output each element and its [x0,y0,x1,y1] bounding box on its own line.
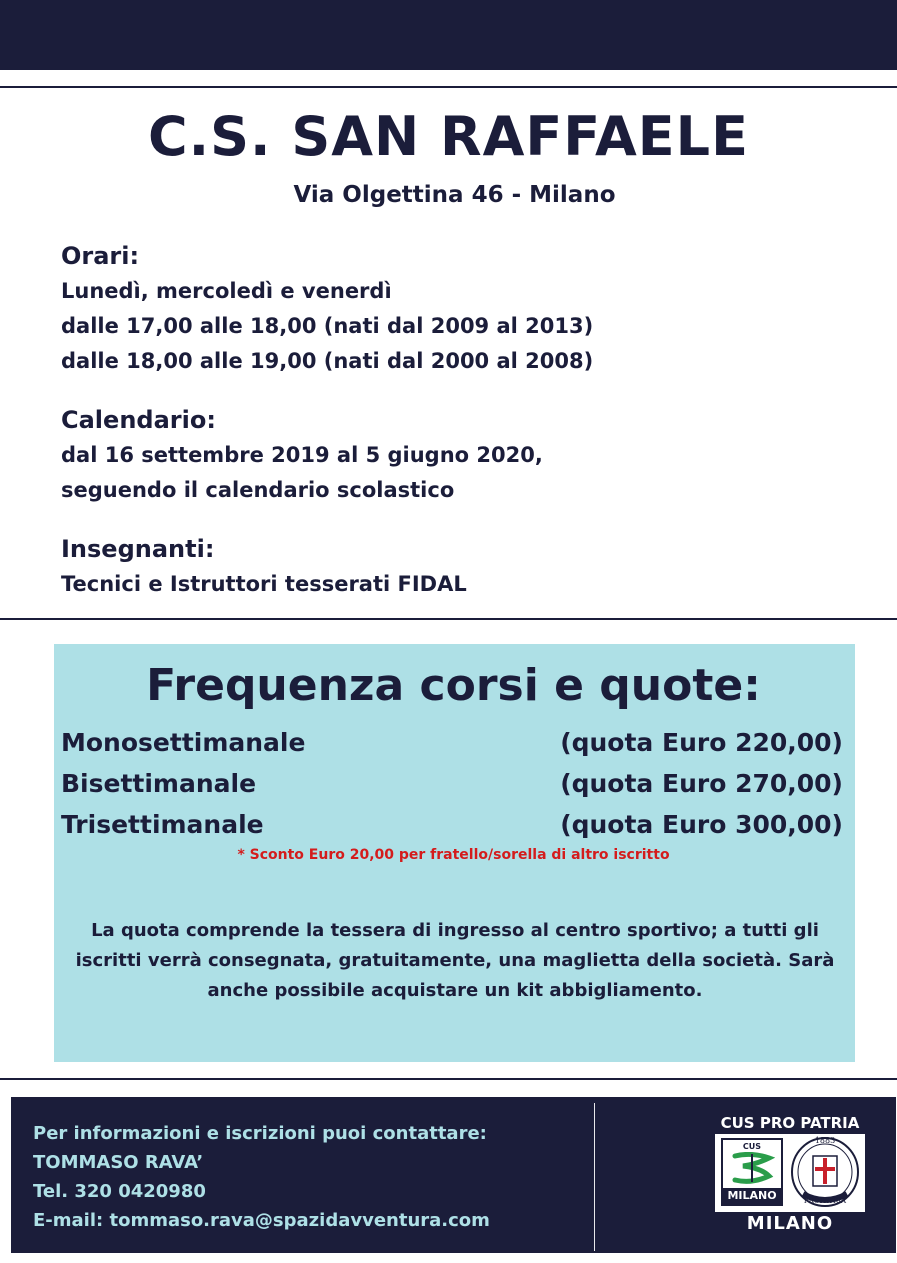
contact-intro: Per informazioni e iscrizioni puoi contattare: [33,1123,487,1144]
calendario-line: dal 16 settembre 2019 al 5 giugno 2020, [61,443,543,467]
fee-row [61,769,843,798]
page-title: C.S. SAN RAFFAELE [148,105,749,168]
fee-price: (quota Euro 300,00) [560,810,843,839]
shield-city: MILANO [723,1188,781,1204]
insegnanti-line: Tecnici e Istruttori tesserati FIDAL [61,572,467,596]
calendario-line: seguendo il calendario scolastico [61,478,455,502]
serpent-icon [729,1152,775,1184]
logo-bottom-text: MILANO [715,1212,865,1236]
cus-pro-patria-logo [715,1112,865,1236]
orari-line: Lunedì, mercoledì e venerdì [61,279,392,303]
orari-section [61,242,593,379]
seal-text: PROPATRIA [803,1197,847,1205]
contact-email[interactable]: E-mail: tommaso.rava@spazidavventura.com [33,1210,490,1231]
fee-row [61,728,843,757]
fees-title: Frequenza corsi e quote: [146,660,761,711]
top-divider [0,86,897,88]
bottom-divider [0,1078,897,1080]
seal-year: 1883 [814,1136,836,1145]
shield-small-text: CUS [742,1142,762,1151]
orari-heading: Orari: [61,242,140,270]
insegnanti-heading: Insegnanti: [61,535,215,563]
discount-note: * Sconto Euro 20,00 per fratello/sorella di altro iscritto [237,847,670,863]
fee-price: (quota Euro 220,00) [560,728,843,757]
middle-divider [0,618,897,620]
fee-label: Bisettimanale [61,769,257,798]
insegnanti-section [61,535,467,602]
orari-line: dalle 18,00 alle 19,00 (nati dal 2000 al 2008) [61,349,594,373]
contact-name: TOMMASO RAVA’ [33,1152,204,1173]
fee-label: Trisettimanale [61,810,264,839]
top-banner [0,0,897,70]
cus-shield-icon [721,1138,783,1206]
address: Via Olgettina 46 - Milano [293,182,616,208]
calendario-section [61,406,543,508]
contact-phone[interactable]: Tel. 320 0420980 [33,1181,206,1202]
logo-top-text: CUS PRO PATRIA [715,1112,865,1134]
fee-row [61,810,843,839]
footer-divider [594,1103,595,1251]
orari-line: dalle 17,00 alle 18,00 (nati dal 2009 al 2013) [61,314,594,338]
calendario-heading: Calendario: [61,406,216,434]
fee-price: (quota Euro 270,00) [560,769,843,798]
fees-note: La quota comprende la tessera di ingresso al centro sportivo; a tutti gli iscritti verrà consegnata, gratuitamente, una maglietta della società. Sarà anche possibile acquistare un kit abbigliamento. [75,920,835,1001]
fee-label: Monosettimanale [61,728,306,757]
